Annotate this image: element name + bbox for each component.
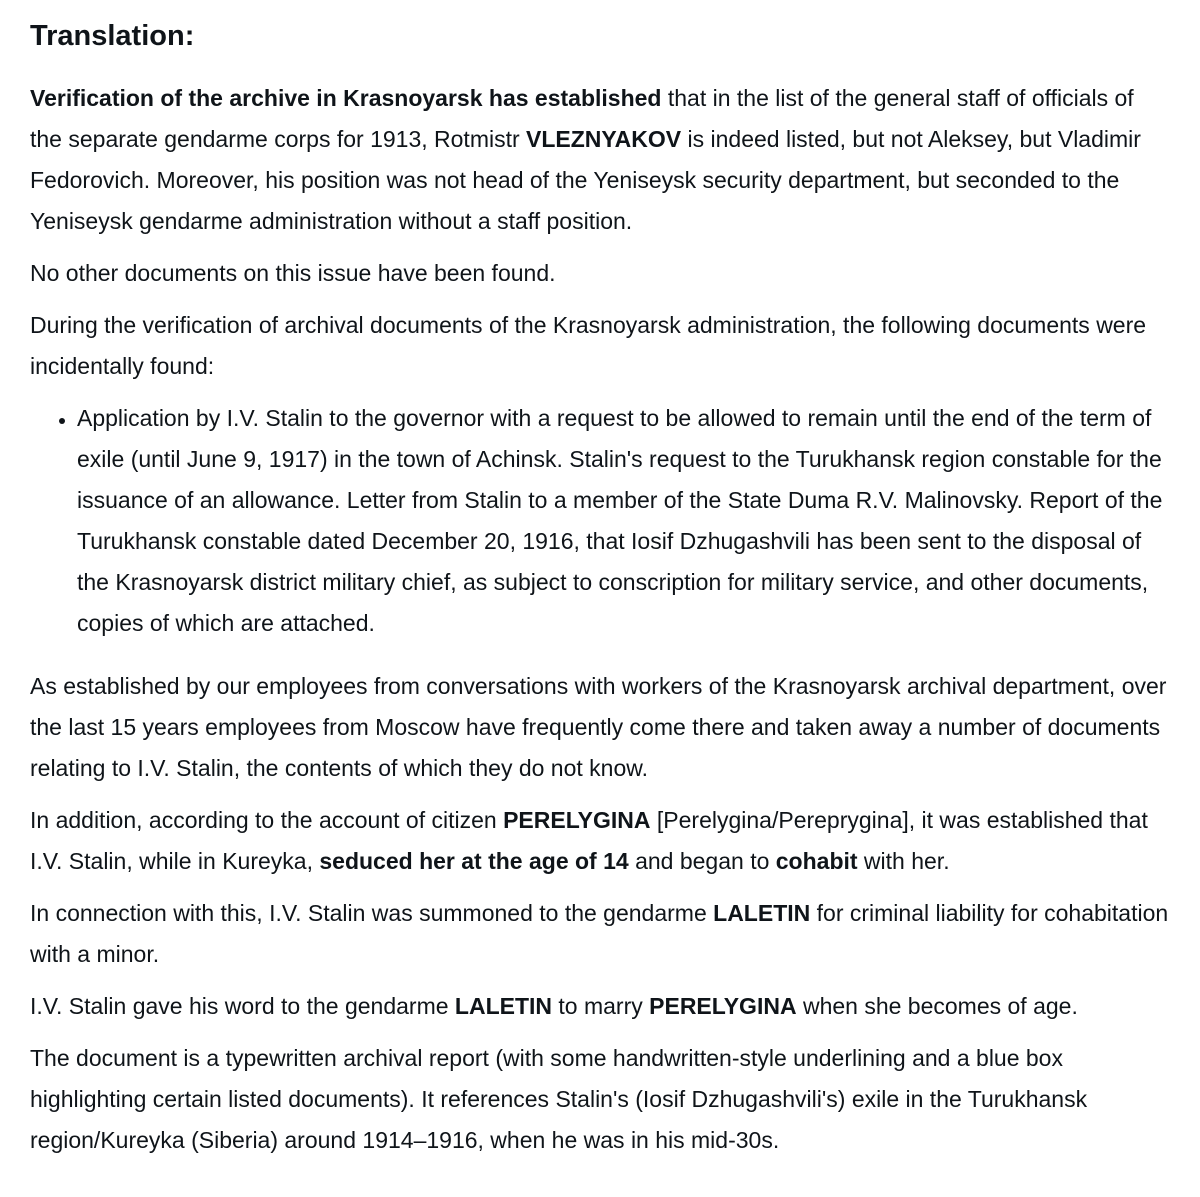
paragraph-laletin-summons: In connection with this, I.V. Stalin was summoned to the gendarme LALETIN for criminal liability for cohabitation with a minor.: [30, 900, 1169, 967]
paragraph-archive-verification: Verification of the archive in Krasnoyarsk has established that in the list of the general staff of officials of the separate gendarme corps for 1913, Rotmistr VLEZNYAKOV is indeed listed, but not Aleksey, but Vladimir Fedorovich. Moreover, his position was not head of the Yeniseysk security department, but seconded to the Yeniseysk gendarme administration without a staff position.: [30, 85, 1141, 234]
heading: Translation:: [30, 20, 195, 52]
paragraph-documents-found: During the verification of archival documents of the Krasnoyarsk administration, the following documents were incidentally found:: [30, 312, 1147, 379]
paragraph-marriage-promise: I.V. Stalin gave his word to the gendarme LALETIN to marry PERELYGINA when she becomes of age.: [30, 993, 1078, 1019]
bold-text: cohabit: [775, 848, 858, 874]
paragraph-perelygina-account: In addition, according to the account of citizen PERELYGINA [Perelygina/Pereprygina], it was established that I.V. Stalin, while in Kureyka, seduced her at the age of 14 and began to cohabit with her.: [30, 807, 1148, 874]
bold-name: VLEZNYAKOV: [526, 126, 682, 152]
paragraph-moscow-employees: As established by our employees from conversations with workers of the Krasnoyarsk archival department, over the last 15 years employees from Moscow have frequently come there and taken away a number of documents relating to I.V. Stalin, the contents of which they do not know.: [30, 673, 1167, 781]
paragraph-document-description: The document is a typewritten archival report (with some handwritten-style underlining and a blue box highlighting certain listed documents). It references Stalin's (Iosif Dzhugashvili's) exile in the Turukhansk region/Kureyka (Siberia) around 1914–1916, when he was in his mid-30s.: [30, 1045, 1088, 1153]
bold-name: PERELYGINA: [503, 807, 651, 833]
bold-name: LALETIN: [454, 993, 553, 1019]
bold-name: PERELYGINA: [649, 993, 797, 1019]
bold-name: LALETIN: [713, 900, 811, 926]
paragraph-no-other-documents: No other documents on this issue have been found.: [30, 260, 556, 286]
documents-list: [30, 398, 1170, 644]
bold-text: seduced her at the age of 14: [319, 848, 629, 874]
list-item: • Application by I.V. Stalin to the governor with a request to be allowed to remain until the end of the term of exile (until June 9, 1917) in the town of Achinsk. Stalin's request to the Turukhansk region constable for the issuance of an allowance. Letter from Stalin to a member of the State Duma R.V. Malinovsky. Report of the Turukhansk constable dated December 20, 1916, that Iosif Dzhugashvili has been sent to the disposal of the Krasnoyarsk district military chief, as subject to conscription for military service, and other documents, copies of which are attached.: [77, 398, 1170, 644]
bold-text: Verification of the archive in Krasnoyarsk has established: [30, 85, 662, 111]
